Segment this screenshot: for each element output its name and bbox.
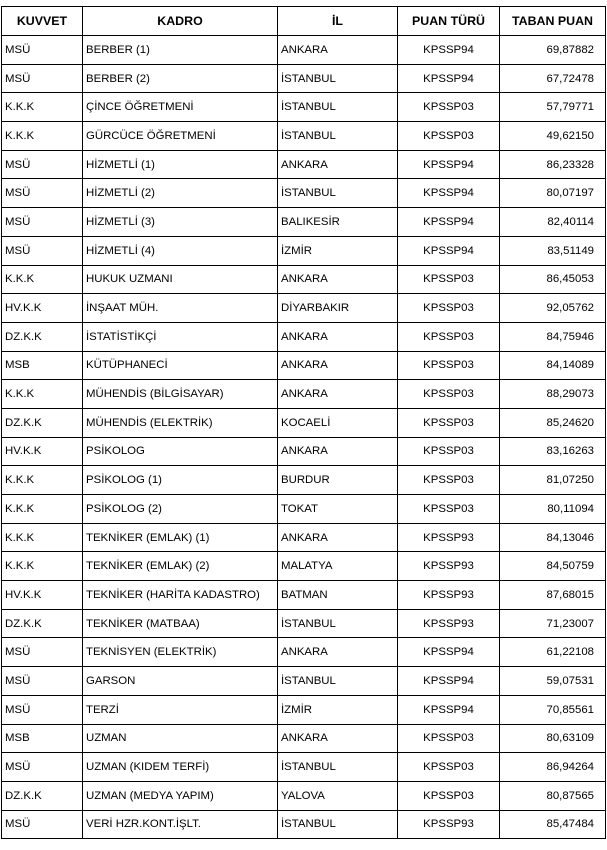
kuvvet-cell: K.K.K [2, 495, 83, 524]
header-kadro: KADRO [83, 7, 278, 36]
il-cell: YALOVA [278, 781, 398, 810]
puan-turu-cell: KPSSP03 [398, 351, 500, 380]
kadro-cell: PSİKOLOG (1) [83, 466, 278, 495]
kadro-cell: TEKNİKER (EMLAK) (2) [83, 552, 278, 581]
kadro-cell: TEKNİSYEN (ELEKTRİK) [83, 638, 278, 667]
il-cell: ANKARA [278, 724, 398, 753]
puan-turu-cell: KPSSP03 [398, 322, 500, 351]
puan-turu-cell: KPSSP03 [398, 408, 500, 437]
puan-turu-cell: KPSSP93 [398, 581, 500, 610]
puan-turu-cell: KPSSP03 [398, 122, 500, 151]
taban-puan-cell: 83,51149 [500, 236, 606, 265]
kuvvet-cell: K.K.K [2, 552, 83, 581]
table-row [2, 208, 606, 237]
kuvvet-cell: MSÜ [2, 64, 83, 93]
table-row [2, 36, 606, 65]
table-row [2, 93, 606, 122]
taban-puan-cell: 86,45053 [500, 265, 606, 294]
kuvvet-cell: MSB [2, 351, 83, 380]
header-kuvvet: KUVVET [2, 7, 83, 36]
il-cell: İSTANBUL [278, 667, 398, 696]
kuvvet-cell: MSÜ [2, 150, 83, 179]
kuvvet-cell: MSÜ [2, 36, 83, 65]
kuvvet-cell: MSÜ [2, 179, 83, 208]
kadro-cell: TEKNİKER (HARİTA KADASTRO) [83, 581, 278, 610]
il-cell: İSTANBUL [278, 64, 398, 93]
table-row [2, 351, 606, 380]
puan-turu-cell: KPSSP94 [398, 638, 500, 667]
il-cell: ANKARA [278, 351, 398, 380]
table-row [2, 523, 606, 552]
kuvvet-cell: K.K.K [2, 265, 83, 294]
table-row [2, 122, 606, 151]
il-cell: BURDUR [278, 466, 398, 495]
il-cell: ANKARA [278, 150, 398, 179]
table-row [2, 380, 606, 409]
taban-puan-cell: 85,24620 [500, 408, 606, 437]
taban-puan-cell: 92,05762 [500, 294, 606, 323]
header-il: İL [278, 7, 398, 36]
puan-turu-cell: KPSSP93 [398, 523, 500, 552]
taban-puan-cell: 86,23328 [500, 150, 606, 179]
table-header-row [2, 7, 606, 36]
kuvvet-cell: HV.K.K [2, 581, 83, 610]
kuvvet-cell: DZ.K.K [2, 408, 83, 437]
table-row [2, 495, 606, 524]
taban-puan-cell: 85,47484 [500, 810, 606, 839]
puan-turu-cell: KPSSP93 [398, 552, 500, 581]
taban-puan-cell: 67,72478 [500, 64, 606, 93]
score-table [1, 6, 606, 839]
puan-turu-cell: KPSSP03 [398, 781, 500, 810]
kadro-cell: GÜRCÜCE ÖĞRETMENİ [83, 122, 278, 151]
taban-puan-cell: 80,63109 [500, 724, 606, 753]
puan-turu-cell: KPSSP94 [398, 64, 500, 93]
il-cell: ANKARA [278, 437, 398, 466]
puan-turu-cell: KPSSP03 [398, 380, 500, 409]
puan-turu-cell: KPSSP03 [398, 753, 500, 782]
puan-turu-cell: KPSSP03 [398, 294, 500, 323]
kuvvet-cell: MSÜ [2, 667, 83, 696]
taban-puan-cell: 84,14089 [500, 351, 606, 380]
taban-puan-cell: 88,29073 [500, 380, 606, 409]
taban-puan-cell: 59,07531 [500, 667, 606, 696]
taban-puan-cell: 84,13046 [500, 523, 606, 552]
puan-turu-cell: KPSSP03 [398, 466, 500, 495]
taban-puan-cell: 71,23007 [500, 609, 606, 638]
table-row [2, 236, 606, 265]
kuvvet-cell: MSÜ [2, 695, 83, 724]
kuvvet-cell: MSB [2, 724, 83, 753]
table-row [2, 179, 606, 208]
il-cell: ANKARA [278, 36, 398, 65]
table-row [2, 781, 606, 810]
il-cell: MALATYA [278, 552, 398, 581]
header-puan-turu: PUAN TÜRÜ [398, 7, 500, 36]
kadro-cell: HİZMETLİ (3) [83, 208, 278, 237]
table-row [2, 724, 606, 753]
kuvvet-cell: DZ.K.K [2, 781, 83, 810]
il-cell: ANKARA [278, 638, 398, 667]
kuvvet-cell: K.K.K [2, 380, 83, 409]
table-row [2, 408, 606, 437]
kadro-cell: ÇİNCE ÖĞRETMENİ [83, 93, 278, 122]
table-row [2, 609, 606, 638]
kadro-cell: HUKUK UZMANI [83, 265, 278, 294]
kadro-cell: TEKNİKER (EMLAK) (1) [83, 523, 278, 552]
kadro-cell: VERİ HZR.KONT.İŞLT. [83, 810, 278, 839]
kadro-cell: HİZMETLİ (4) [83, 236, 278, 265]
il-cell: BATMAN [278, 581, 398, 610]
taban-puan-cell: 87,68015 [500, 581, 606, 610]
il-cell: DİYARBAKIR [278, 294, 398, 323]
table-row [2, 322, 606, 351]
kadro-cell: PSİKOLOG [83, 437, 278, 466]
puan-turu-cell: KPSSP93 [398, 609, 500, 638]
puan-turu-cell: KPSSP94 [398, 236, 500, 265]
kadro-cell: İSTATİSTİKÇİ [83, 322, 278, 351]
taban-puan-cell: 84,50759 [500, 552, 606, 581]
kuvvet-cell: HV.K.K [2, 294, 83, 323]
taban-puan-cell: 80,87565 [500, 781, 606, 810]
kadro-cell: HİZMETLİ (2) [83, 179, 278, 208]
taban-puan-cell: 57,79771 [500, 93, 606, 122]
kadro-cell: GARSON [83, 667, 278, 696]
il-cell: ANKARA [278, 322, 398, 351]
puan-turu-cell: KPSSP03 [398, 724, 500, 753]
il-cell: İSTANBUL [278, 609, 398, 638]
kadro-cell: HİZMETLİ (1) [83, 150, 278, 179]
taban-puan-cell: 80,11094 [500, 495, 606, 524]
puan-turu-cell: KPSSP03 [398, 495, 500, 524]
kadro-cell: UZMAN (KIDEM TERFİ) [83, 753, 278, 782]
table-row [2, 581, 606, 610]
taban-puan-cell: 80,07197 [500, 179, 606, 208]
il-cell: İSTANBUL [278, 122, 398, 151]
table-row [2, 667, 606, 696]
table-row [2, 638, 606, 667]
puan-turu-cell: KPSSP94 [398, 36, 500, 65]
taban-puan-cell: 61,22108 [500, 638, 606, 667]
il-cell: KOCAELİ [278, 408, 398, 437]
table-row [2, 265, 606, 294]
il-cell: ANKARA [278, 523, 398, 552]
kuvvet-cell: K.K.K [2, 122, 83, 151]
kuvvet-cell: K.K.K [2, 466, 83, 495]
il-cell: İZMİR [278, 695, 398, 724]
kadro-cell: KÜTÜPHANECİ [83, 351, 278, 380]
kadro-cell: TEKNİKER (MATBAA) [83, 609, 278, 638]
table-row [2, 294, 606, 323]
il-cell: İSTANBUL [278, 810, 398, 839]
kuvvet-cell: K.K.K [2, 523, 83, 552]
kadro-cell: TERZİ [83, 695, 278, 724]
taban-puan-cell: 82,40114 [500, 208, 606, 237]
taban-puan-cell: 83,16263 [500, 437, 606, 466]
table-body [2, 36, 606, 839]
kuvvet-cell: HV.K.K [2, 437, 83, 466]
table-row [2, 810, 606, 839]
kuvvet-cell: MSÜ [2, 753, 83, 782]
kuvvet-cell: MSÜ [2, 638, 83, 667]
puan-turu-cell: KPSSP03 [398, 437, 500, 466]
taban-puan-cell: 86,94264 [500, 753, 606, 782]
il-cell: BALIKESİR [278, 208, 398, 237]
kadro-cell: BERBER (1) [83, 36, 278, 65]
table-row [2, 150, 606, 179]
taban-puan-cell: 49,62150 [500, 122, 606, 151]
il-cell: İSTANBUL [278, 179, 398, 208]
il-cell: ANKARA [278, 380, 398, 409]
header-taban-puan: TABAN PUAN [500, 7, 606, 36]
kadro-cell: UZMAN [83, 724, 278, 753]
il-cell: İSTANBUL [278, 753, 398, 782]
table-row [2, 552, 606, 581]
kadro-cell: MÜHENDİS (BİLGİSAYAR) [83, 380, 278, 409]
kuvvet-cell: MSÜ [2, 208, 83, 237]
table-row [2, 466, 606, 495]
puan-turu-cell: KPSSP94 [398, 179, 500, 208]
kuvvet-cell: DZ.K.K [2, 609, 83, 638]
table-row [2, 437, 606, 466]
kadro-cell: MÜHENDİS (ELEKTRİK) [83, 408, 278, 437]
il-cell: İSTANBUL [278, 93, 398, 122]
puan-turu-cell: KPSSP94 [398, 150, 500, 179]
kuvvet-cell: MSÜ [2, 236, 83, 265]
taban-puan-cell: 70,85561 [500, 695, 606, 724]
taban-puan-cell: 84,75946 [500, 322, 606, 351]
puan-turu-cell: KPSSP94 [398, 667, 500, 696]
il-cell: TOKAT [278, 495, 398, 524]
kuvvet-cell: MSÜ [2, 810, 83, 839]
table-row [2, 695, 606, 724]
puan-turu-cell: KPSSP94 [398, 208, 500, 237]
table-row [2, 753, 606, 782]
kadro-cell: UZMAN (MEDYA YAPIM) [83, 781, 278, 810]
puan-turu-cell: KPSSP94 [398, 695, 500, 724]
puan-turu-cell: KPSSP03 [398, 265, 500, 294]
kadro-cell: PSİKOLOG (2) [83, 495, 278, 524]
taban-puan-cell: 81,07250 [500, 466, 606, 495]
kadro-cell: BERBER (2) [83, 64, 278, 93]
kuvvet-cell: DZ.K.K [2, 322, 83, 351]
puan-turu-cell: KPSSP93 [398, 810, 500, 839]
il-cell: İZMİR [278, 236, 398, 265]
kuvvet-cell: K.K.K [2, 93, 83, 122]
kadro-cell: İNŞAAT MÜH. [83, 294, 278, 323]
table-row [2, 64, 606, 93]
taban-puan-cell: 69,87882 [500, 36, 606, 65]
il-cell: ANKARA [278, 265, 398, 294]
puan-turu-cell: KPSSP03 [398, 93, 500, 122]
